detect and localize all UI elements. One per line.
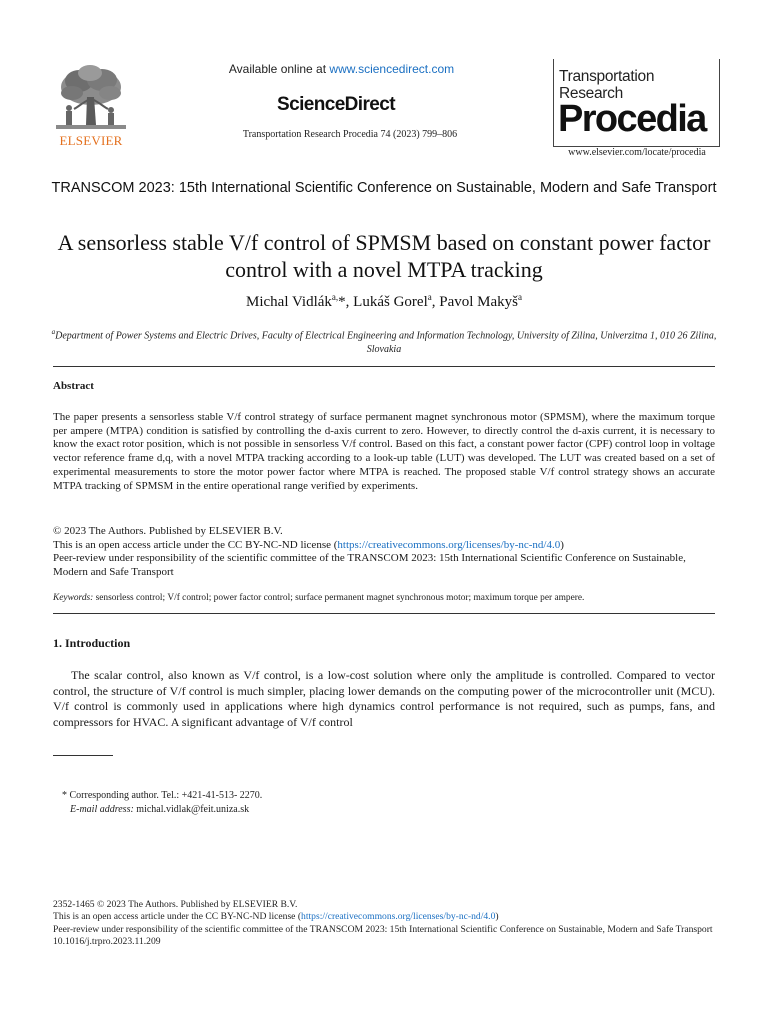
conference-name: TRANSCOM 2023: 15th International Scientific Conference on Sustainable, Modern and Safe Transport — [51, 180, 717, 196]
journal-logo-line1: Transportation — [559, 68, 655, 85]
author-list: Michal Vidlák$^{a,}$*, Lukáš Gorel$^a$, Pavol Makyš$^a$ — [246, 292, 522, 310]
journal-reference: Transportation Research Procedia 74 (2023) 799–806 — [242, 129, 458, 140]
author-name: Lukáš Gorel — [353, 294, 428, 310]
license-prefix: This is an open access article under the CC BY-NC-ND license ( — [53, 538, 338, 551]
copyright-block — [53, 525, 715, 580]
license-link[interactable]: https://creativecommons.org/licenses/by-nc-nd/4.0 — [337, 538, 561, 551]
footer-license-link[interactable]: https://creativecommons.org/licenses/by-nc-nd/4.0 — [301, 911, 496, 923]
email-line — [62, 803, 262, 817]
footer-peer-review: Peer-review under responsibility of the scientific committee of the TRANSCOM 2023: 15th International Scientific Conference on Sustainable, Modern and Safe Transport — [53, 923, 713, 935]
journal-logo-line2: Research — [559, 85, 623, 102]
publisher-name: ELSEVIER — [59, 133, 123, 148]
affiliation-text: Department of Power Systems and Electric Drives, Faculty of Electrical Engineering and Information Technology, University of Zilina, Univerzitna 1, 010 26 Zilina, Slovakia — [55, 330, 717, 356]
section-body: The scalar control, also known as V/f control, is a low-cost solution where only the amplitude is controlled. Compared to vector control, the structure of V/f control is much simpler, placing lower demands on the computing power of the microcontroller unit (MCU). V/f control is commonly used in applications where high dynamics control performance is not required, such as pumps, fans, and compressors for HVAC. A significant advantage of V/f control — [53, 668, 715, 729]
divider — [53, 613, 715, 614]
issn-line: 2352-1465 © 2023 The Authors. Published by ELSEVIER B.V. — [53, 899, 298, 910]
footer-license-suffix: ) — [495, 911, 499, 923]
footer-license-line — [53, 911, 715, 923]
author-affiliation-mark: a — [517, 292, 522, 302]
platform-name: ScienceDirect — [277, 94, 395, 115]
keywords — [53, 592, 715, 604]
footnote-divider — [53, 755, 113, 756]
footer-license-prefix: This is an open access article under the CC BY-NC-ND license ( — [53, 911, 302, 923]
sciencedirect-link[interactable]: www.sciencedirect.com — [329, 62, 455, 76]
author-name: Michal Vidlák — [246, 294, 332, 310]
available-online-prefix: Available online at — [228, 62, 330, 76]
doi[interactable]: 10.1016/j.trpro.2023.11.209 — [53, 936, 161, 948]
author-name: Pavol Makyš — [439, 294, 518, 310]
abstract-text: The paper presents a sensorless stable V/f control strategy of surface permanent magnet synchronous motor (SPMSM), where the maximum torque per ampere (MTPA) condition is satisfied by controlling the d-axis current to zero. However, to directly control the d-axis current, it is necessary to know the exact rotor position, which is not possible in sensorless V/f control. Based on this fact, a constant power factor (CPF) control loop in voltage vector reference frame d,q, with a novel MTPA tracking according to a look-up table (LUT) was developed. The LUT was created based on a set of experimental measurements to store the motor power factor where MTPA is reached. The proposed stable V/f control strategy shows an accurate MTPA tracking of SPMSM in the entire operational range verified by experiments. — [53, 411, 715, 492]
email-address[interactable]: michal.vidlak@feit.uniza.sk — [133, 804, 250, 815]
copyright-line: © 2023 The Authors. Published by ELSEVIER B.V. — [53, 525, 283, 537]
license-line — [53, 539, 715, 553]
journal-url[interactable]: www.elsevier.com/locate/procedia — [568, 147, 706, 158]
affiliation — [40, 325, 728, 357]
email-label: E-mail address: — [70, 804, 134, 815]
journal-logo-text — [559, 68, 654, 102]
license-suffix: ) — [560, 538, 564, 551]
keywords-label: Keywords: — [53, 593, 94, 603]
journal-logo-line3: Procedia — [558, 98, 706, 140]
divider — [53, 366, 715, 367]
section-heading: 1. Introduction — [53, 636, 131, 650]
author-affiliation-mark: a — [427, 292, 432, 302]
journal-logo — [553, 59, 720, 147]
corresponding-author: * Corresponding author. Tel.: +421-41-513- 2270. — [62, 790, 263, 801]
author-affiliation-mark: a, — [331, 292, 339, 302]
affiliation-mark: a — [51, 328, 56, 336]
footnote — [62, 789, 262, 817]
peer-review-line: Peer-review under responsibility of the scientific committee of the TRANSCOM 2023: 15th International Scientific Conference on Sustainable, Modern and Safe Transport — [53, 552, 686, 579]
page-footer — [53, 899, 715, 949]
paper-title: A sensorless stable V/f control of SPMSM based on constant power factor control with a novel MTPA tracking — [57, 230, 711, 282]
keywords-list: sensorless control; V/f control; power factor control; surface permanent magnet synchronous motor; maximum torque per ampere. — [93, 593, 585, 603]
corresponding-mark: * — [338, 294, 346, 310]
abstract-heading: Abstract — [53, 380, 94, 392]
